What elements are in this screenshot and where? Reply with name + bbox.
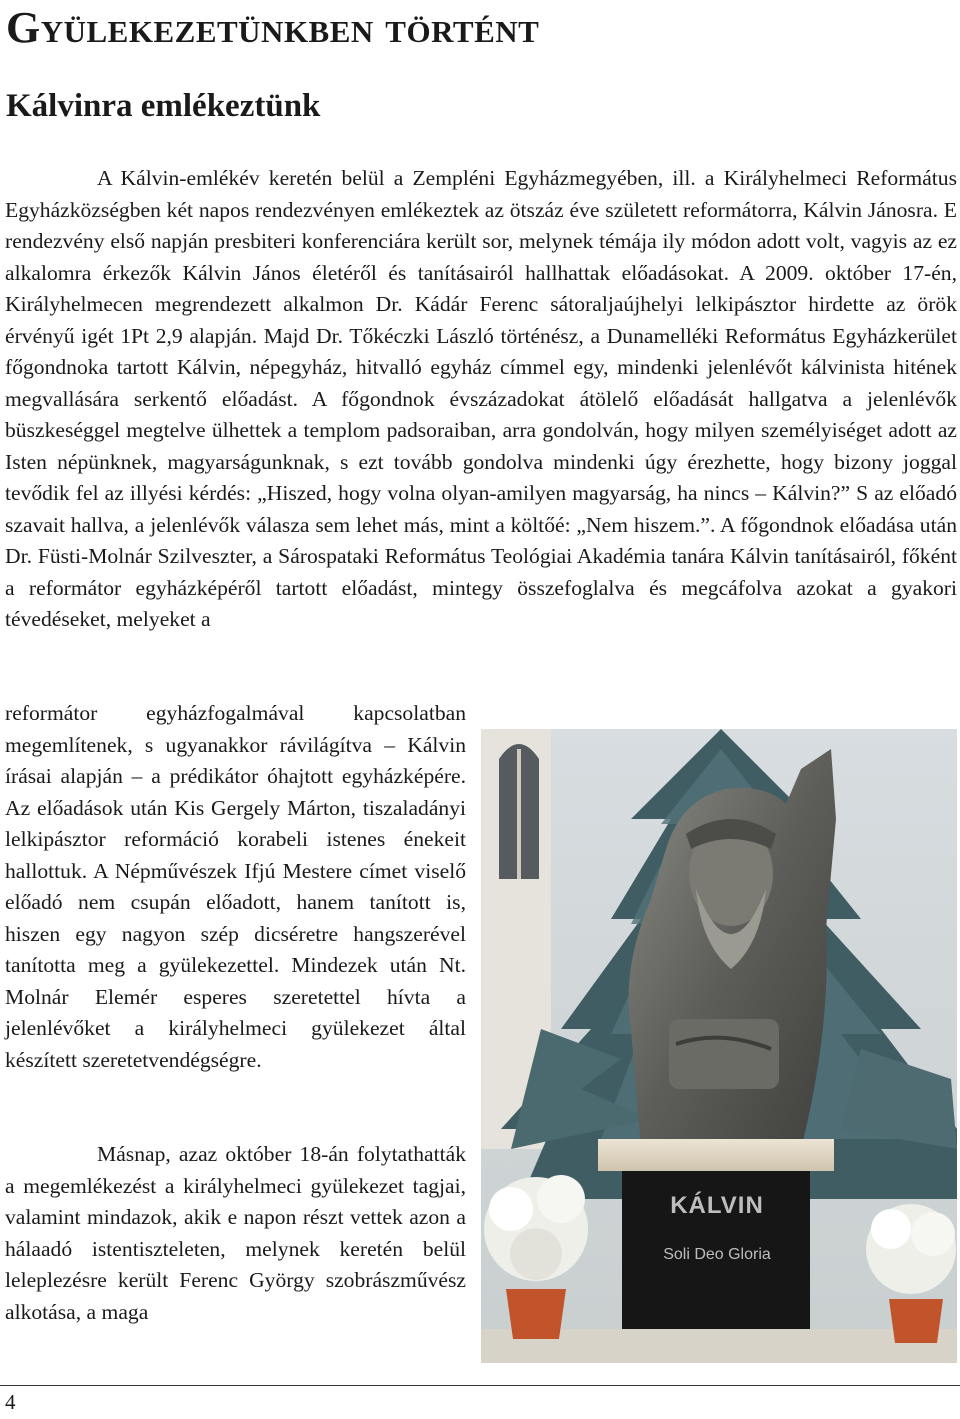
article-title: Kálvinra emlékeztünk — [6, 88, 321, 124]
page-rule — [0, 1385, 960, 1386]
church-window-frame — [517, 749, 521, 879]
article-paragraph-3: Másnap, azaz október 18-án folytathatták a megemlékezést a királyhelmeci gyülekezet tagjai, valamint mindazok, akik e napon részt vettek azon a hálaadó istentiszteleten, melynek keretén belül leleplezésre került Ferenc György szobrászművész alkotása, a maga — [5, 1142, 466, 1324]
plaque-motto: Soli Deo Gloria — [663, 1246, 771, 1263]
article-paragraph-2: reformátor egyházfogalmával kapcsolatban megemlítenek, s ugyanakkor rávilágítva – Kálvin írásai alapján – a prédikátor óhajtott egyházképére. Az előadások után Kis Gergely Márton, tiszaladányi lelkipásztor reformáció korabeli istenes énekeit hallottuk. A Népművészek Ifjú Mestere címet viselő előadó nem csupán előadott, hanem tanított is, hiszen egy nagyon szép dicséretre hangszerével tanította meg a gyülekezettel. Mindezek után Nt. Molnár Elemér esperes szeretettel hívta a jelenlévőket a királyhelmeci gyülekezet által készített szeretetvendégségre. — [5, 701, 466, 1072]
section-title: Gyülekezetünkben történt — [6, 3, 540, 52]
statue-photo — [481, 729, 957, 1363]
plaque-name: KÁLVIN — [670, 1192, 764, 1219]
stone-slab — [598, 1139, 834, 1171]
article-paragraph-1: A Kálvin-emlékév keretén belül a Zempléni Egyházmegyében, ill. a Királyhelmeci Református Egyházközségben két napos rendezvényen emlékeztek az ötszáz éve született reformátorra, Kálvin Jánosra. E rendezvény első napján presbiteri konferenciára került sor, melynek témája ily módon adott volt, vagyis az ez alkalomra érkezők Kálvin János életéről és tanításairól hallhattak előadásokat. A 2009. október 17-én, Királyhelmecen megrendezett alkalmon Dr. Kádár Ferenc sátoraljaújhelyi lelkipásztor hirdette az örök érvényű igét 1Pt 2,9 alapján. Majd Dr. Tőkéczki László történész, a Dunamelléki Református Egyházkerület főgondnoka tartott Kálvin, népegyház, hitvalló egyház címmel egy, mindenki jelenlévőt kálvinista hitének megvallására serkentő előadást. A főgondnok évszázadokat átölelő előadását hallgatva a jelenlévők büszkeséggel megtelve ülhettek a templom padsoraiban, arra gondolván, hogy milyen személyiséget adott az Isten népünknek, magyarságunknak, s ezt tovább gondolva mindenki úgy érezhette, hogy bizony joggal tevődik fel az illyési kérdés: „Hiszed, hogy volna olyan-amilyen magyarság, ha nincs – Kálvin?” S az előadó szavait hallva, a jelenlévők válasza sem lehet más, mint a költőé: „Nem hiszem.”. A főgondnok előadása után Dr. Füsti-Molnár Szilveszter, a Sárospataki Református Teológiai Akadémia tanára Kálvin tanításairól, főként a reformátor egyházképéről tartott előadást, mintegy összefoglalva és megcáfolva azokat a gyakori tévedéseket, melyeket a — [5, 166, 957, 631]
page-number: 4 — [5, 1390, 16, 1414]
